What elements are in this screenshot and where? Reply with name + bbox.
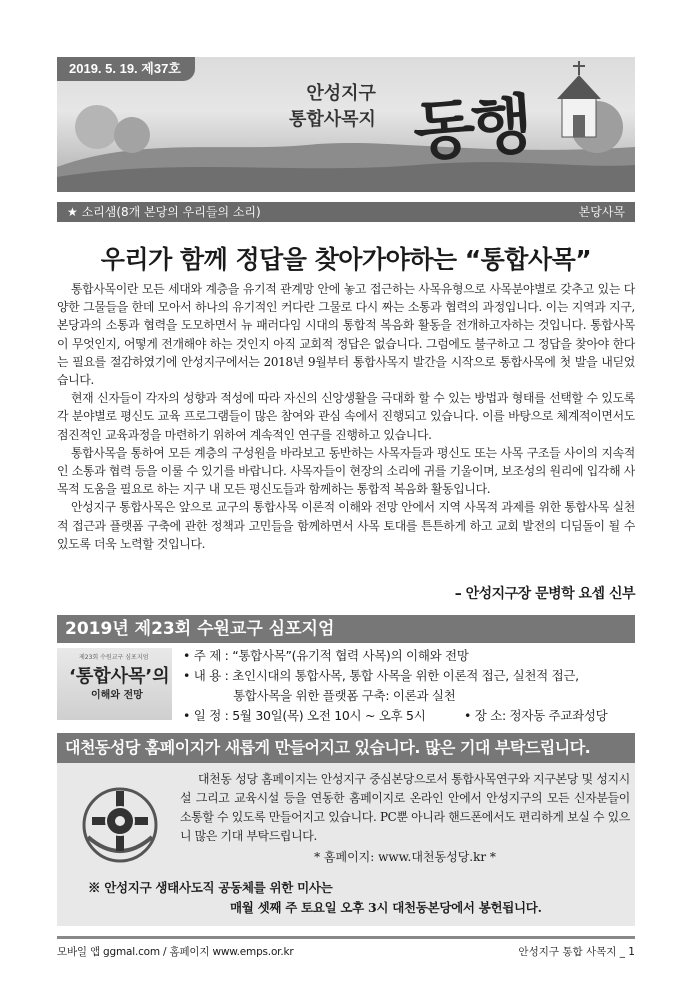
mass-notice: ※ 안성지구 생태사도직 공동체를 위한 미사는 (88, 880, 333, 895)
footer-contact: 모바일 앱 ggmal.com / 홈페이지 www.emps.or.kr (57, 946, 294, 958)
homepage-title: 대천동성당 홈페이지가 새롭게 만들어지고 있습니다. 많은 기대 부탁드립니다. (57, 733, 635, 763)
article-paragraph: 안성지구 통합사목은 앞으로 교구의 통합사목 이론적 이해와 전망 안에서 지역 사목적 과제를 위한 통합사목 실천적 접근과 플랫폼 구축에 관한 정책과 고민들을 함께하면서 사목 토대를 튼튼하게 하고 교회 발전의 디딤돌이 될 수 있도록 더욱 노력할 것입니다. (57, 500, 635, 551)
article-paragraph: 현재 신자들이 각자의 성향과 적성에 따라 자신의 신앙생활을 극대화 할 수 있는 방법과 형태를 선택할 수 있도록 각 분야별로 평신도 교육 프로그램들이 많은 참여와 관심 속에서 진행되고 있습니다. 이를 바탕으로 체계적이면서도 점진적인 교육과정을 마련하기 위하여 계속적인 연구를 진행하고 있습니다. (57, 391, 635, 442)
article-paragraph: 통합사목이란 모든 세대와 계층을 유기적 관계망 안에 놓고 접근하는 사목유형으로 사목분야별로 갖추고 있는 다양한 그물들을 한데 모아서 하나의 유기적인 커다란 그물로 다시 짜는 소통과 협력의 과정입니다. 이는 지역과 지구, 본당과의 소통과 협력을 도모하면서 뉴 패러다임 시대의 통합적 복음화 활동을 전개하고자하는 것입니다. 통합사목이 무엇인지, 어떻게 전개해야 하는 것인지 아직 교회적 정답은 없습니다. 그럼에도 불구하고 그 정답을 찾아야 한다는 필요를 절감하였기에 안성지구에서는 2018년 9월부터 통합사목지 발간을 시작으로 통합사목에 첫 발을 내딛었습니다. (57, 282, 635, 388)
symposium-book-cover: 제23회 수원교구 심포지엄 ‘통합사목’의 이해와 전망 (57, 648, 172, 720)
section-bar (57, 202, 635, 222)
article-paragraph: 통합사목을 통하여 모든 계층의 구성원을 바라보고 동반하는 사목자들과 평신도 또는 사목 구조들 사이의 지속적인 소통과 협력 등을 이룰 수 있기를 바랍니다. 사목자들이 현장의 소리에 귀를 기울이며, 보조성의 원리에 입각해 사목적 도움을 필요로 하는 지구 내 모든 평신도들과 함께하는 통합적 복음화 활동입니다. (57, 445, 635, 497)
footer-page: 안성지구 통합 사목지 _ 1 (518, 946, 635, 958)
symposium-place: • 장 소: 정자동 주교좌성당 (464, 708, 608, 723)
symposium-title: 2019년 제23회 수원교구 심포지엄 (57, 615, 635, 643)
issue-tag: 2019. 5. 19. 제37호 (57, 57, 195, 81)
article-body (57, 280, 635, 553)
banner-subtitle: 안성지구 통합사목지 (289, 83, 376, 130)
symposium-content-cont: 통합사목을 위한 플랫폼 구축: 이론과 실천 (233, 688, 456, 703)
mass-schedule: 매월 셋째 주 토요일 오후 3시 대천동본당에서 봉헌됩니다. (230, 900, 542, 915)
masthead-banner (57, 57, 635, 192)
section-label: ★ 소리샘(8개 본당의 우리들의 소리) (67, 205, 261, 219)
symposium-date: • 일 정 : 5월 30일(목) 오전 10시 ~ 오후 5시 (183, 708, 426, 723)
footer-divider (57, 936, 635, 939)
section-category: 본당사목 (578, 205, 625, 219)
symposium-theme: • 주 제 : “통합사목”(유기적 협력 사목)의 이해와 전망 (183, 648, 469, 663)
banner-title: 동행 (410, 87, 532, 170)
homepage-url: * 홈페이지: www.대천동성당.kr * (314, 850, 496, 864)
article-headline: 우리가 함께 정답을 찾아가야하는 “통합사목” (100, 245, 592, 274)
church-logo-icon (80, 785, 160, 865)
symposium-content: • 내 용 : 초인시대의 통합사목, 통합 사목을 위한 이론적 접근, 실천적 접근, (183, 668, 579, 683)
homepage-text: 대천동 성당 홈페이지는 안성지구 중심본당으로서 통합사목연구와 지구본당 및 성지시설 그리고 교육시설 등을 연동한 홈페이지로 온라인 안에서 안성지구의 모든 신자분들이 소통할 수 있도록 만들어지고 있습니다. PC뿐 아니라 핸드폰에서도 편리하게 보실 수 있으니 많은 기대 부탁드립니다. (180, 772, 630, 843)
article-signature: – 안성지구장 문병학 요셉 신부 (454, 586, 635, 602)
